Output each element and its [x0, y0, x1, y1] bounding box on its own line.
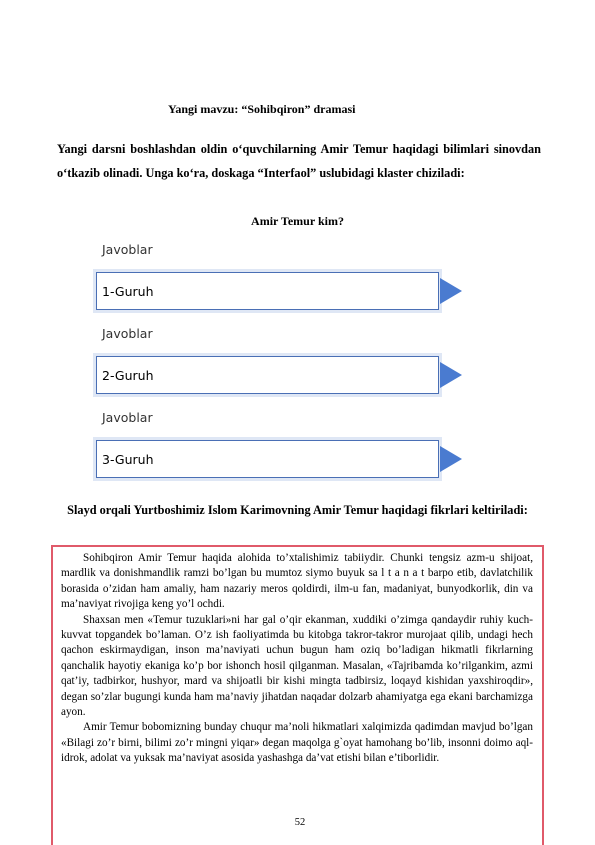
quote-paragraph-3: Amir Temur bobomizning bunday chuqur ma’noli hikmatlari xalqimizda qadimdan mavjud bo’lgan «Bilagi zo’r birni, bilimi zo’r mingni yiqar» degan maqolga g`oyat hamohang bo’lib, insonni doimo aql-idrok, adolat va yuksak ma’naviyat asosida yashashga da’vat etishi bilan e’tiborlidir. — [61, 721, 533, 765]
answers-label-2: Javoblar — [102, 326, 153, 341]
group-label-1: 1-Guruh — [102, 284, 154, 299]
intro-paragraph: Yangi darsni boshlashdan oldin o‘quvchilarning Amir Temur haqidagi bilimlari sinovdan o‘tkazib olinadi. Unga ko‘ra, doskaga “Interfaol” uslubidagi klaster chiziladi: — [57, 142, 541, 180]
arrow-right-icon — [440, 278, 462, 304]
group-label-3: 3-Guruh — [102, 452, 154, 467]
arrow-right-icon — [440, 446, 462, 472]
slide-intro: Slayd orqali Yurtboshimiz Islom Karimovning Amir Temur haqidagi fikrlari keltiriladi: — [67, 503, 528, 517]
cluster-question: Amir Temur kim? — [251, 214, 344, 228]
quote-box — [51, 545, 544, 845]
quote-paragraph-1: Sohibqiron Amir Temur haqida alohida to’xtalishimiz tabiiydir. Chunki tengsiz azm-u shijoat, mardlik va donishmandlik ramzi bo’lgan bu mumtoz siymo buyuk sa l t a n a t barpo etib, davlatchilik borasida o’zidan ham amaliy, ham nazariy meros qoldirdi, ilm-u fan, madaniyat, bunyodkorlik, din va ma’naviyat rivojiga keng yo’l ochdi. — [61, 552, 533, 611]
arrow-right-icon — [440, 362, 462, 388]
group-box-3 — [96, 440, 439, 478]
answers-label-1: Javoblar — [102, 242, 153, 257]
cluster-diagram — [92, 236, 477, 486]
group-box-1 — [96, 272, 439, 310]
answers-label-3: Javoblar — [102, 410, 153, 425]
title-text: Yangi mavzu: “Sohibqiron” dramasi — [168, 102, 356, 116]
page-number: 52 — [294, 817, 306, 828]
quote-text — [61, 551, 533, 767]
group-label-2: 2-Guruh — [102, 368, 154, 383]
group-box-2 — [96, 356, 439, 394]
quote-paragraph-2: Shaxsan men «Temur tuzuklari»ni har gal o’qir ekanman, xuddiki o’zimga qandaydir ruhiy kuch-kuvvat topgandek bo’laman. O’z ish faoliyatimda bu kitobga takror-takror murojaat qilib, undagi hech qachon eskirmaydigan, inson ma’naviyati uchun bugun ham oziq bo’ladigan hikmatli fikrlarning qanchalik hayotiy ekaniga ko’p bor ishonch hosil qilganman. Masalan, «Tajribamda ko’rilgankim, azmi qat’iy, tadbirkor, hushyor, mard va shijoatli bir kishi mingta tadbirsiz, loqayd kishidan yaxshiroqdir», degan so’zlar bugungi kunda ham ma’naviy jihatdan naqadar dolzarb ahamiyatga ega ekani barchamizga ayon. — [61, 613, 533, 719]
